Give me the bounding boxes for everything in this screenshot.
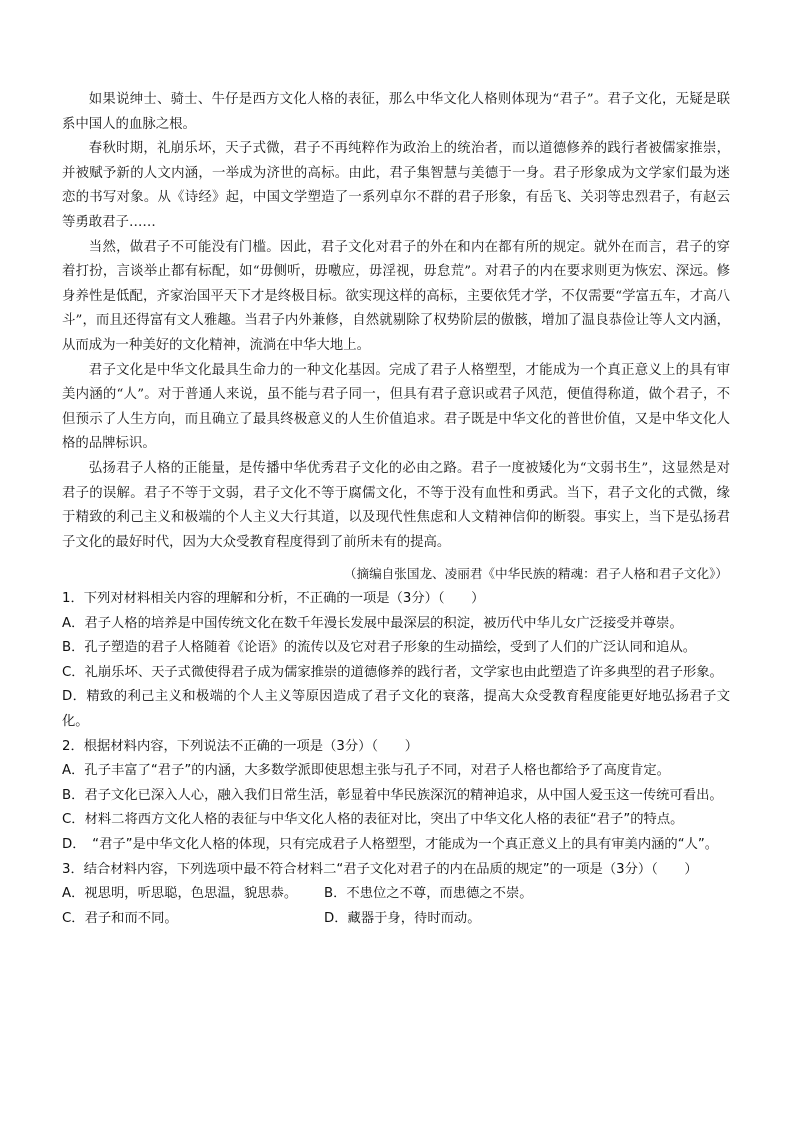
option-row (62, 907, 730, 932)
option-c: C．材料二将西方文化人格的表征与中华文化人格的表征对比，突出了中华文化人格的表征“君子”的特点。 (62, 812, 684, 828)
reading-passage (62, 88, 730, 555)
question-list (62, 587, 730, 931)
passage-paragraph: 君子文化是中华文化最具生命力的一种文化基因。完成了君子人格塑型，才能成为一个真正意义上的具有审美内涵的“人”。对于普通人来说，虽不能与君子同一，但具有君子意识或君子风范，便值得称道，做个君子，不但预示了人生方向，而且确立了最具终极意义的人生价值追求。君子既是中华文化的普世价值，又是中华文化人格的品牌标识。 (62, 362, 730, 452)
option-a: A．孔子丰富了“君子”的内涵，大多数学派即使思想主张与孔子不同，对君子人格也都给予了高度肯定。 (62, 763, 670, 779)
passage-paragraph: 春秋时期，礼崩乐坏，天子式微，君子不再纯粹作为政治上的统治者，而以道德修养的践行者被儒家推崇，并被赋予新的人文内涵，一举成为济世的高标。由此，君子集智慧与美德于一身。君子形象成为文学家们最为迷恋的书写对象。从《诗经》起，中国文学塑造了一系列卓尔不群的君子形象，有岳飞、关羽等忠烈君子，有赵云等勇敢君子…… (62, 141, 730, 230)
question-stem: 1．下列对材料相关内容的理解和分析，不正确的一项是（3分）（ ） (62, 591, 485, 606)
option-row (62, 882, 730, 907)
passage-paragraph: 弘扬君子人格的正能量，是传播中华优秀君子文化的必由之路。君子一度被矮化为“文弱书生”，这显然是对君子的误解。君子不等于文弱，君子文化不等于腐儒文化，不等于没有血性和勇武。当下，君子文化的式微，缘于精致的利己主义和极端的个人主义大行其道，以及现代性焦虑和人文精神信仰的断裂。事实上，当下是弘扬君子文化的最好时代，因为大众受教育程度得到了前所未有的提高。 (62, 460, 730, 550)
option-c: C．君子和而不同。 (62, 910, 178, 926)
option-d: D．藏器于身，待时而动。 (324, 910, 481, 926)
option-c: C．礼崩乐坏、天子式微使得君子成为儒家推崇的道德修养的践行者，文学家也由此塑造了许多典型的君子形象。 (62, 664, 723, 680)
question-2 (62, 735, 730, 858)
option-a: A．君子人格的培养是中国传统文化在数千年漫长发展中最深层的积淀，被历代中华儿女广泛接受并尊崇。 (62, 615, 683, 631)
option-d: D．精致的利己主义和极端的个人主义等原因造成了君子文化的衰落，提高大众受教育程度能更好地弘扬君子文化。 (62, 689, 730, 729)
question-1 (62, 587, 730, 735)
passage-paragraph: 如果说绅士、骑士、牛仔是西方文化人格的表征，那么中华文化人格则体现为“君子”。君子文化，无疑是联系中国人的血脉之根。 (62, 92, 730, 132)
option-b: B．不患位之不尊，而患德之不崇。 (324, 886, 533, 902)
option-b: B．君子文化已深入人心，融入我们日常生活，彰显着中华民族深沉的精神追求，从中国人爱玉这一传统可看出。 (62, 787, 723, 803)
passage-source: （摘编自张国龙、凌丽君《中华民族的精魂：君子人格和君子文化》） (343, 566, 728, 581)
question-stem: 2．根据材料内容，下列说法不正确的一项是（3分）（ ） (62, 738, 418, 754)
question-stem: 3．结合材料内容，下列选项中最不符合材料二“君子文化对君子的内在品质的规定”的一项是（3分）（ ） (62, 861, 698, 877)
question-3 (62, 858, 730, 932)
option-b: B．孔子塑造的君子人格随着《论语》的流传以及它对君子形象的生动描绘，受到了人们的广泛认同和追从。 (62, 640, 697, 656)
option-d: D． “君子”是中华文化人格的体现，只有完成君子人格塑型，才能成为一个真正意义上的具有审美内涵的“人”。 (62, 836, 719, 852)
passage-paragraph: 当然，做君子不可能没有门槛。因此，君子文化对君子的外在和内在都有所的规定。就外在而言，君子的穿着打扮，言谈举止都有标配，如“毋侧听，毋噭应，毋淫视，毋怠荒”。对君子的内在要求则更为恢宏、深远。修身养性是低配，齐家治国平天下才是终极目标。欲实现这样的高标，主要依凭才学，不仅需要“学富五车，才高八斗”，而且还得富有文人雅趣。当君子内外兼修，自然就剔除了权势阶层的傲骸，增加了温良恭俭让等人文内涵，从而成为一种美好的文化精神，流淌在中华大地上。 (62, 239, 730, 353)
option-a: A．视思明，听思聪，色思温，貌思恭。 (62, 886, 298, 902)
